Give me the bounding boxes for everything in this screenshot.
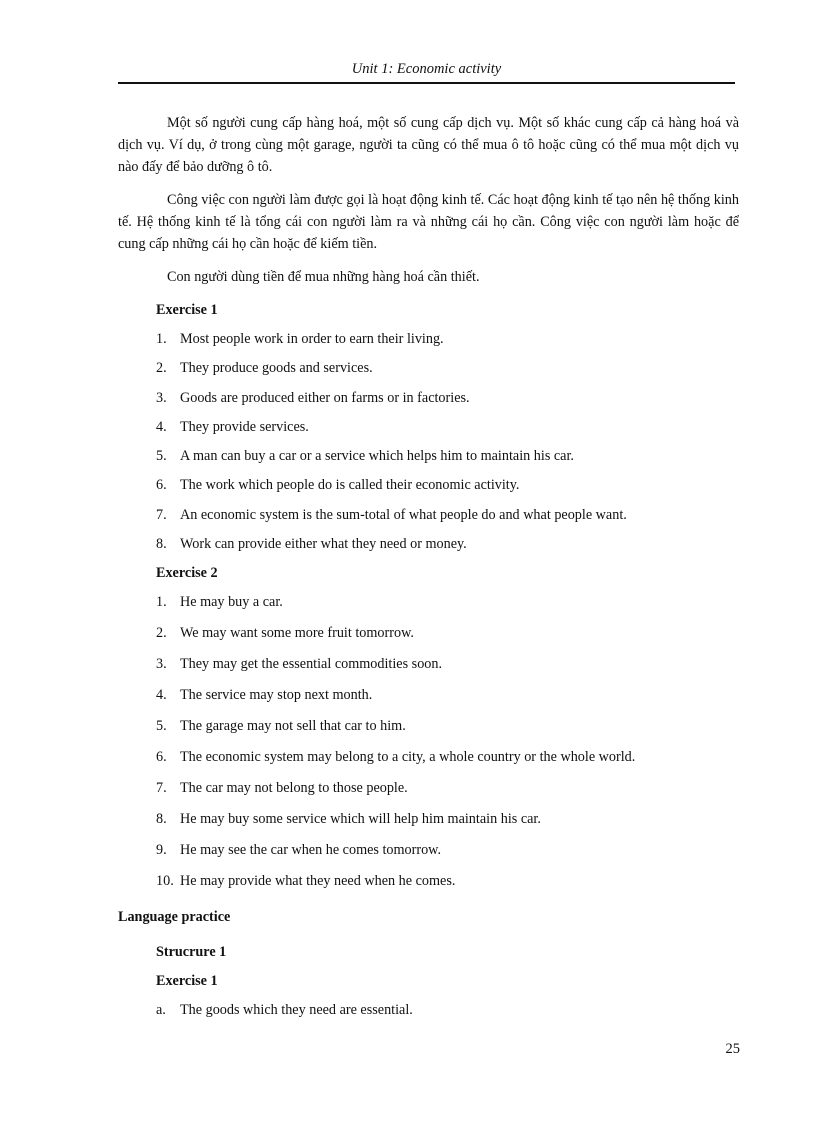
item-text: The car may not belong to those people. — [180, 780, 408, 797]
item-number: 10. — [156, 873, 174, 890]
item-number: 2. — [156, 360, 167, 377]
exercise-1-heading: Exercise 1 — [156, 302, 218, 318]
item-text: The service may stop next month. — [180, 687, 373, 704]
list-item — [118, 328, 739, 357]
list-item — [118, 416, 739, 445]
item-number: 7. — [156, 506, 167, 523]
page-body — [118, 112, 739, 1021]
list-item — [118, 777, 739, 808]
item-number: 1. — [156, 594, 167, 611]
item-number: 5. — [156, 718, 167, 735]
list-item — [118, 870, 739, 901]
header-divider — [118, 82, 735, 84]
exercise-2-list — [118, 591, 739, 901]
item-number: 3. — [156, 389, 167, 406]
item-text: A man can buy a car or a service which helps him to maintain his car. — [180, 448, 574, 465]
item-text: He may provide what they need when he comes. — [180, 873, 456, 890]
list-item — [118, 474, 739, 503]
list-item — [118, 684, 739, 715]
paragraph: Công việc con người làm được gọi là hoạt động kinh tế. Các hoạt động kinh tế tạo nên hệ thống kinh tế. Hệ thống kinh tế là tổng cái con người làm ra và những cái họ cần. Công việc con người làm hoặc để cung cấp những cái họ cần hoặc để kiếm tiền. — [118, 192, 739, 252]
item-text: He may buy some service which will help him maintain his car. — [180, 811, 541, 828]
item-number: 4. — [156, 418, 167, 435]
language-practice-heading: Language practice — [118, 909, 231, 926]
item-text: The garage may not sell that car to him. — [180, 718, 406, 735]
item-text: An economic system is the sum-total of what people do and what people want. — [180, 506, 627, 523]
item-number: 4. — [156, 687, 167, 704]
list-item — [118, 715, 739, 746]
item-text: We may want some more fruit tomorrow. — [180, 625, 414, 642]
item-number: 1. — [156, 331, 167, 347]
item-text: He may see the car when he comes tomorrow. — [180, 842, 442, 859]
item-text: He may buy a car. — [180, 594, 283, 611]
page-number: 25 — [725, 1041, 740, 1057]
structure-exercise-list — [118, 999, 739, 1021]
item-number: 6. — [156, 477, 167, 494]
item-number: 3. — [156, 656, 167, 673]
item-text: The goods which they need are essential. — [180, 1002, 413, 1019]
item-text: The economic system may belong to a city, a whole country or the whole world. — [180, 749, 636, 766]
exercise-1-heading-structure: Exercise 1 — [156, 973, 218, 990]
list-item — [118, 533, 739, 562]
item-number: 2. — [156, 625, 167, 642]
structure-1-heading: Strucrure 1 — [156, 944, 227, 961]
paragraph: Một số người cung cấp hàng hoá, một số cung cấp dịch vụ. Một số khác cung cấp cả hàng hoá và dịch vụ. Ví dụ, ở trong cùng một garage, người ta cũng có thể mua ô tô hoặc cũng có thể mua một dịch vụ nào đấy để bảo dưỡng ô tô. — [118, 115, 739, 175]
list-item — [118, 357, 739, 386]
list-item — [118, 653, 739, 684]
list-item — [118, 999, 739, 1021]
item-number: 9. — [156, 842, 167, 859]
item-text: Work can provide either what they need or money. — [180, 536, 467, 553]
item-text: The work which people do is called their economic activity. — [180, 477, 520, 494]
exercise-2-heading: Exercise 2 — [156, 565, 218, 582]
list-item — [118, 808, 739, 839]
item-number: 7. — [156, 780, 167, 797]
list-item — [118, 839, 739, 870]
item-letter: a. — [156, 1002, 166, 1019]
list-item — [118, 591, 739, 622]
running-header: Unit 1: Economic activity — [351, 61, 502, 77]
list-item — [118, 445, 739, 474]
list-item — [118, 387, 739, 416]
item-text: They produce goods and services. — [180, 360, 373, 377]
item-number: 8. — [156, 811, 167, 828]
item-number: 5. — [156, 448, 167, 465]
list-item — [118, 504, 739, 533]
paragraph: Con người dùng tiền để mua những hàng hoá cần thiết. — [167, 269, 480, 285]
item-text: Goods are produced either on farms or in factories. — [180, 389, 470, 406]
item-number: 8. — [156, 536, 167, 553]
item-text: Most people work in order to earn their living. — [180, 331, 444, 347]
list-item — [118, 622, 739, 653]
item-number: 6. — [156, 749, 167, 766]
item-text: They may get the essential commodities soon. — [180, 656, 443, 673]
list-item — [118, 746, 739, 777]
exercise-1-list — [118, 328, 739, 562]
item-text: They provide services. — [180, 418, 309, 435]
